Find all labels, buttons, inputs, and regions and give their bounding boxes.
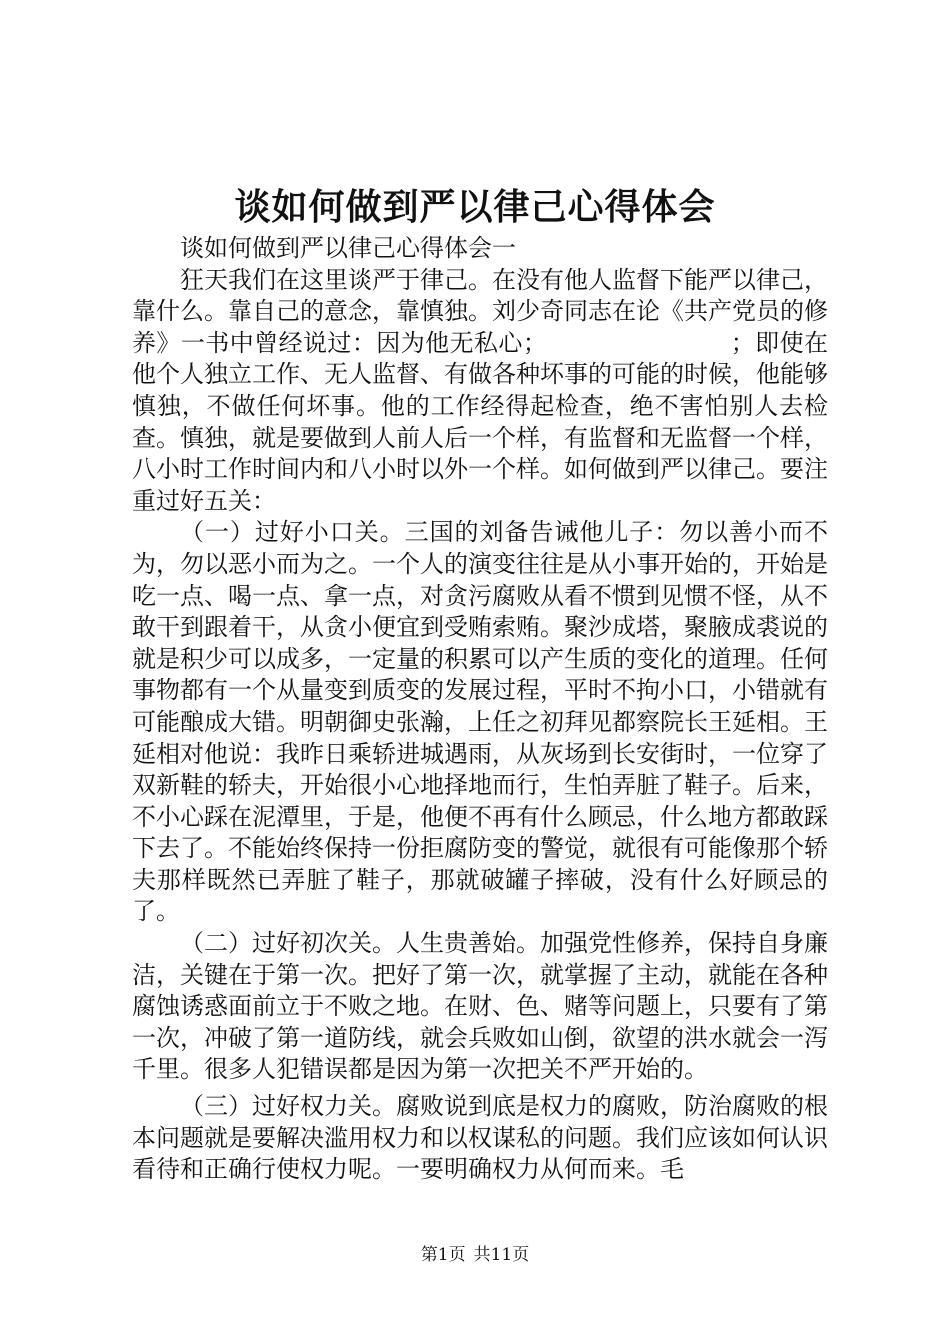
page-footer: [0, 1243, 950, 1267]
document-title: 谈如何做到严以律己心得体会: [234, 186, 716, 228]
page-total: 共11页: [473, 1245, 530, 1265]
paragraph-section-3: （三）过好权力关。腐败说到底是权力的腐败，防治腐败的根本问题就是要解决滥用权力和以权谋私的问题。我们应该如何认识看待和正确行使权力呢。一要明确权力从何而来。毛: [132, 1092, 828, 1184]
paragraph-subtitle: 谈如何做到严以律己心得体会一: [180, 234, 516, 262]
paragraph-section-1: （一）过好小口关。三国的刘备告诫他儿子：勿以善小而不为，勿以恶小而为之。一个人的演变往往是从小事开始的，开始是吃一点、喝一点、拿一点，对贪污腐败从看不惯到见惯不怪，从不敢干到跟着干，从贪小便宜到受贿索贿。聚沙成塔，聚腋成裘说的就是积少可以成多，一定量的积累可以产生质的变化的道理。任何事物都有一个从量变到质变的发展过程，平时不拘小口，小错就有可能酿成大错。明朝御史张瀚，上任之初拜见都察院长王延相。王延相对他说：我昨日乘轿进城遇雨，从灰场到长安街时，一位穿了双新鞋的轿夫，开始很小心地择地而行，生怕弄脏了鞋子。后来，不小心踩在泥潭里，于是，他便不再有什么顾忌，什么地方都敢踩下去了。不能始终保持一份拒腐防变的警觉，就很有可能像那个轿夫那样既然已弄脏了鞋子，那就破罐子摔破，没有什么好顾忌的了。: [132, 518, 828, 926]
paragraph-section-2: （二）过好初次关。人生贵善始。加强党性修养，保持自身廉洁，关键在于第一次。把好了第一次，就掌握了主动，就能在各种腐蚀诱惑面前立于不败之地。在财、色、赌等问题上，只要有了第一次，冲破了第一道防线，就会兵败如山倒，欲望的洪水就会一泻千里。很多人犯错误都是因为第一次把关不严开始的。: [132, 929, 828, 1084]
page-number: 第1页: [420, 1245, 466, 1265]
document-body: [132, 233, 828, 1186]
paragraph-intro: 狂天我们在这里谈严于律己。在没有他人监督下能严以律己，靠什么。靠自己的意念，靠慎独。刘少奇同志在论《共产党员的修养》一书中曾经说过：因为他无私心； ；即使在他个人独立工作、无人监督、有做各种坏事的可能的时候，他能够慎独，不做任何坏事。他的工作经得起检查，绝不害怕别人去检查。慎独，就是要做到人前人后一个样，有监督和无监督一个样，八小时工作时间内和八小时以外一个样。如何做到严以律己。要注重过好五关：: [132, 265, 828, 515]
